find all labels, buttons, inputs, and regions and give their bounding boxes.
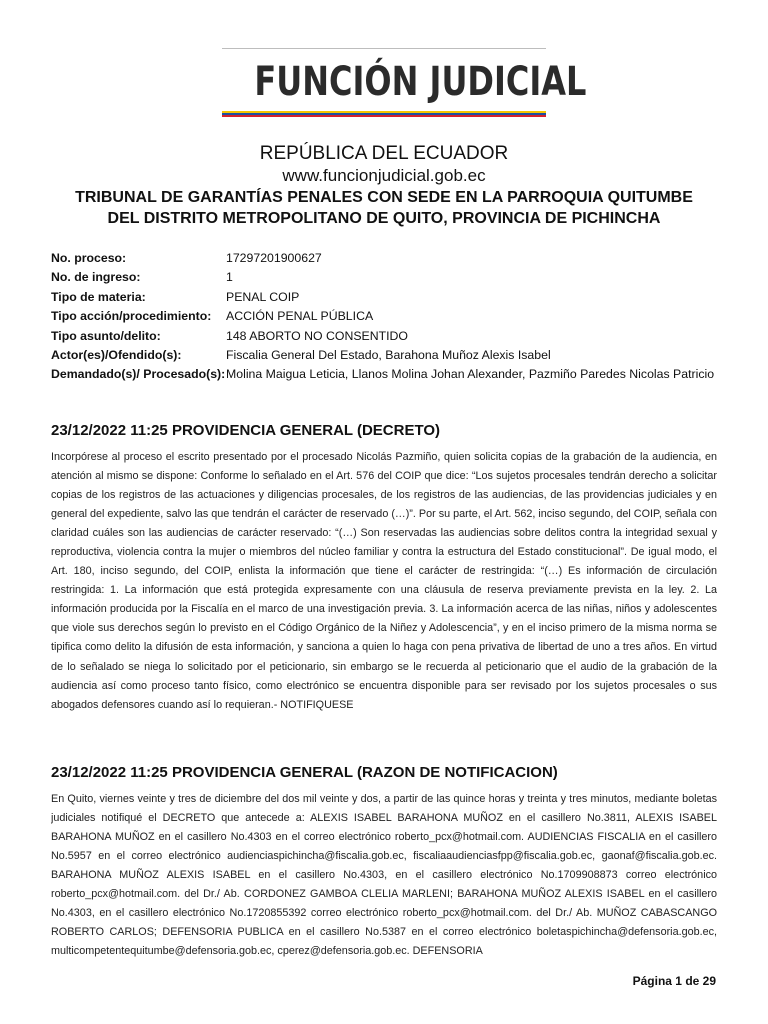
section-body-decreto: Incorpórese al proceso el escrito presentado por el procesado Nicolás Pazmiño, quien solicita copias de la grabación de la audiencia, en atención al mismo se dispone: Conforme lo señalado en el Art. 576 del COIP que dice: “Los sujetos procesales tendrán derecho a solicitar copias de los registros de las actuaciones y diligencias procesales, de los registros de las audiencias, de las providencias judiciales y en general del expediente, salvo las que tendrán el carácter de reservado (…)”. Por su parte, el Art. 562, inciso segundo, del COIP, señala con claridad cuáles son las audiencias de carácter reservado: “(…) Son reservadas las audiencias sobre delitos contra la integridad sexual y reproductiva, violencia contra la mujer o miembros del núcleo familiar y contra la estructura del Estado constitucional”. De igual modo, el Art. 180, inciso segundo, del COIP, enlista la información que tiene el carácter de restringida: “(…) Es información de circulación restringida: 1. La información que está protegida expresamente con una cláusula de reserva previamente prevista en la ley. 2. La información producida por la Fiscalía en el marco de una investigación previa. 3. La información acerca de las niñas, niños y adolescentes que viole sus derechos según lo previsto en el Código Orgánico de la Niñez y Adolescencia”, y en el inciso primero de la misma norma se tipifica como delito la difusión de esta información, y sanciona a quien lo haga con pena privativa de libertad de uno a tres años. En virtud de lo señalado se niega lo solicitado por el peticionario, sin embargo se le recuerda al peticionario que el audio de la grabación de la audiencia así como proceso tanto físico, como electrónico se encuentra disponible para ser revisado por los sujetos procesales o sus abogados defensores cuando así lo requieran.- NOTIFIQUESE: [51, 451, 717, 711]
document-header: [30, 143, 738, 229]
logo-stripe-red: [222, 115, 546, 117]
case-info-value: 17297201900627: [226, 251, 322, 265]
case-info-value: ACCIÓN PENAL PÚBLICA: [226, 309, 374, 324]
case-info-label: Tipo acción/procedimiento:: [51, 309, 212, 324]
case-info-label: No. proceso:: [51, 251, 127, 265]
tribunal-name-line-2: DEL DISTRITO METROPOLITANO DE QUITO, PROVINCIA DE PICHINCHA: [107, 210, 661, 227]
country-title: REPÚBLICA DEL ECUADOR: [259, 143, 509, 164]
case-info-value: 1: [226, 270, 233, 285]
case-info-table: [51, 251, 731, 387]
case-info-value: PENAL COIP: [226, 289, 300, 304]
case-info-row: [51, 367, 731, 381]
funcion-judicial-logo: [222, 48, 587, 117]
case-info-row: [51, 329, 731, 343]
case-info-label: Actor(es)/Ofendido(s):: [51, 347, 182, 362]
page-number: Página 1 de 29: [632, 974, 716, 988]
case-info-value: Molina Maigua Leticia, Llanos Molina Johan Alexander, Pazmiño Paredes Nicolas Patricio: [226, 367, 715, 382]
case-info-row: [51, 290, 731, 304]
case-info-row: [51, 309, 731, 323]
section-title-decreto: 23/12/2022 11:25 PROVIDENCIA GENERAL (DECRETO): [51, 422, 441, 439]
section-title-razon-notificacion: 23/12/2022 11:25 PROVIDENCIA GENERAL (RAZON DE NOTIFICACION): [51, 764, 558, 781]
website-text: www.funcionjudicial.gob.ec: [282, 166, 486, 185]
logo-top-rule: [222, 48, 546, 49]
case-info-label: Tipo de materia:: [51, 289, 146, 304]
case-info-value: Fiscalia General Del Estado, Barahona Muñoz Alexis Isabel: [226, 347, 551, 362]
case-info-value: 148 ABORTO NO CONSENTIDO: [226, 328, 408, 343]
case-info-label: Demandado(s)/ Procesado(s):: [51, 367, 226, 382]
case-info-row: [51, 348, 731, 362]
logo-text: FUNCIÓN JUDICIAL: [254, 59, 587, 105]
case-info-row: [51, 270, 731, 284]
case-info-row: [51, 251, 731, 265]
case-info-label: Tipo asunto/delito:: [51, 328, 161, 343]
case-info-label: No. de ingreso:: [51, 270, 141, 285]
section-body-razon-notificacion: En Quito, viernes veinte y tres de diciembre del dos mil veinte y dos, a partir de las quince horas y treinta y tres minutos, mediante boletas judiciales notifiqué el DECRETO que antecede a: ALEXIS ISABEL BARAHONA MUÑOZ en el casillero No.3811, ALEXIS ISABEL BARAHONA MUÑOZ en el casillero No.4303 en el correo electrónico roberto_pcx@hotmail.com. AUDIENCIAS FISCALIA en el casillero No.5957 en el correo electrónico audienciaspichincha@fiscalia.gob.ec, fiscaliaaudienciasfpp@fiscalia.gob.ec, gaonaf@fiscalia.gob.ec. BARAHONA MUÑOZ ALEXIS ISABEL en el casillero No.4303, en el casillero electrónico No.1709908873 correo electrónico roberto_pcx@hotmail.com. del Dr./ Ab. CORDONEZ GAMBOA CLELIA MARLENI; BARAHONA MUÑOZ ALEXIS ISABEL en el casillero No.4303, en el casillero electrónico No.1720855392 correo electrónico roberto_pcx@hotmail.com. del Dr./ Ab. MUÑOZ CABASCANGO ROBERTO CARLOS; DEFENSORIA PUBLICA en el casillero No.5387 en el correo electrónico boletaspichincha@defensoria.gob.ec, multicompetentequitumbe@defensoria.gob.ec, cperez@defensoria.gob.ec. DEFENSORIA: [51, 793, 717, 958]
tribunal-name-line-1: TRIBUNAL DE GARANTÍAS PENALES CON SEDE EN LA PARROQUIA QUITUMBE: [75, 189, 693, 206]
logo-flag-stripes: [222, 111, 546, 117]
